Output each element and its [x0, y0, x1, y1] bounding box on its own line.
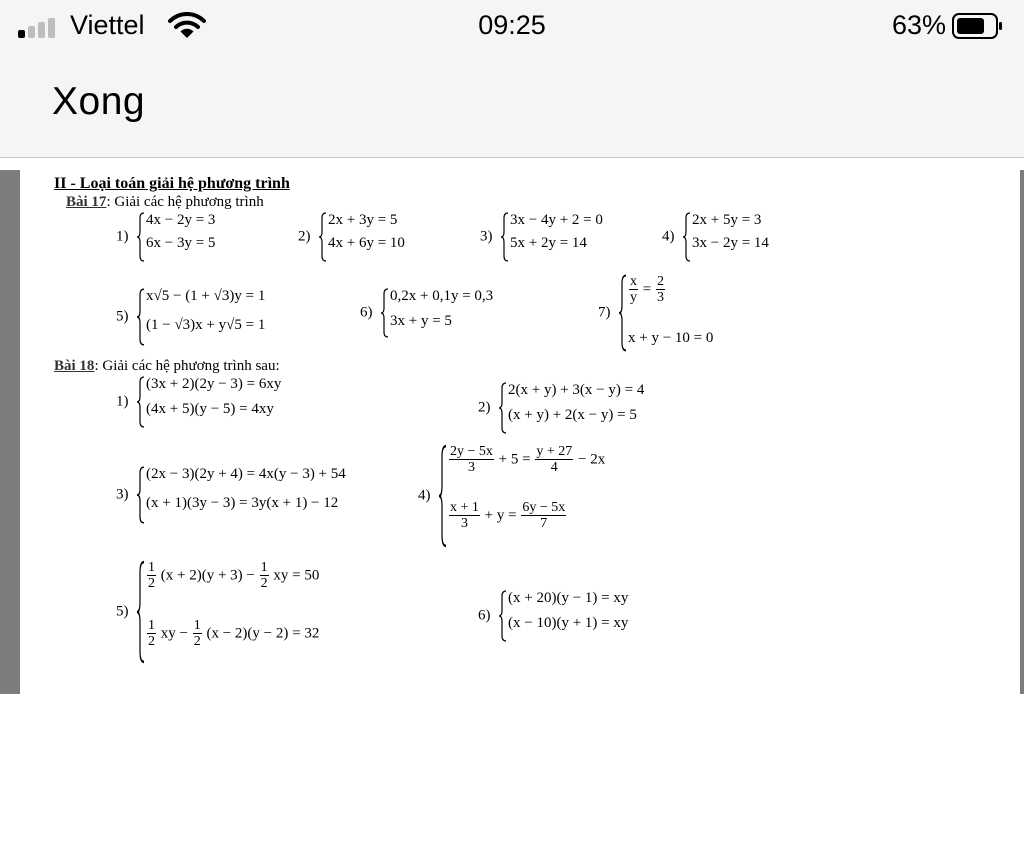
equals-sign: =	[642, 281, 652, 298]
worksheet-photo[interactable]	[20, 170, 1020, 694]
expression-text: − 2x	[577, 451, 606, 468]
brace-icon	[136, 560, 145, 664]
brace-icon	[380, 288, 389, 338]
fraction: $\frac{1}{2}$	[260, 560, 268, 592]
system-number: 7)	[598, 304, 611, 321]
exercise-17-label: Bài 17	[66, 194, 107, 210]
fraction: $\frac{2}{3}$	[656, 274, 664, 306]
photo-edge-left	[0, 170, 20, 694]
system-18-5	[116, 560, 436, 664]
system-18-2	[478, 382, 718, 434]
system-number: 3)	[480, 228, 493, 245]
fraction: $\frac{1}{2}$	[148, 618, 155, 650]
equation: 6x − 3y = 5	[146, 235, 216, 251]
equation: (x − 10)(y + 1) = xy	[508, 615, 629, 631]
system-18-4	[418, 444, 678, 548]
equation: (3x + 2)(2y − 3) = 6xy	[146, 376, 282, 392]
system-number: 2)	[298, 228, 311, 245]
system-number: 6)	[478, 607, 491, 624]
equation: 3x + y = 5	[390, 313, 452, 329]
system-17-2	[298, 212, 488, 262]
equation: x + y − 10 = 0	[628, 330, 714, 346]
fraction: $\frac{1}{2}$	[193, 618, 201, 650]
system-number: 6)	[360, 304, 373, 321]
system-18-1	[116, 376, 356, 428]
fraction: $\frac{x + 1}{3}$	[450, 500, 479, 532]
exercise-18-label: Bài 18	[54, 358, 95, 374]
done-button[interactable]: Xong	[52, 80, 146, 123]
equation: (1 − √3)x + y√5 = 1	[146, 317, 266, 333]
expression-text: xy −	[160, 625, 188, 642]
photo-edge-right	[1020, 170, 1024, 694]
system-18-6	[478, 590, 698, 642]
equation: (x + 1)(3y − 3) = 3y(x + 1) − 12	[146, 495, 339, 511]
system-number: 3)	[116, 486, 129, 503]
brace-icon	[438, 444, 447, 548]
fraction: $\frac{6y - 5x}{7}$	[522, 500, 566, 532]
system-number: 4)	[418, 487, 431, 504]
brace-icon	[498, 382, 507, 434]
equation: 4x − 2y = 3	[146, 212, 216, 228]
brace-icon	[618, 274, 627, 352]
expression-text: xy = 50	[273, 567, 320, 584]
brace-icon	[318, 212, 327, 262]
section-title: II - Loại toán giải hệ phương trình	[54, 175, 290, 192]
fraction: $\frac{x}{y}$	[630, 274, 637, 306]
system-17-5	[116, 288, 336, 346]
brace-icon	[682, 212, 691, 262]
exercise-17-heading	[66, 194, 264, 211]
brace-icon	[136, 288, 145, 346]
system-17-1	[116, 212, 306, 262]
expression-text: + y =	[484, 507, 517, 524]
system-18-3	[116, 466, 436, 524]
carrier-name: Viettel	[70, 10, 145, 40]
exercise-18-heading	[54, 358, 280, 375]
system-17-7	[598, 274, 768, 352]
system-number: 1)	[116, 393, 129, 410]
brace-icon	[136, 376, 145, 428]
system-number: 4)	[662, 228, 675, 245]
equation: 2x + 3y = 5	[328, 212, 398, 228]
system-17-4	[662, 212, 852, 262]
expression-text: + 5 =	[498, 451, 531, 468]
expression-text: (x + 2)(y + 3) −	[160, 567, 255, 584]
brace-icon	[500, 212, 509, 262]
equation: 0,2x + 0,1y = 0,3	[390, 288, 494, 304]
battery-icon	[952, 13, 1004, 39]
equation: (x + y) + 2(x − y) = 5	[508, 407, 637, 423]
status-bar	[0, 0, 1024, 58]
equation: 4x + 6y = 10	[328, 235, 405, 251]
fraction: $\frac{2y - 5x}{3}$	[450, 444, 493, 476]
system-17-3	[480, 212, 670, 262]
system-17-6	[360, 288, 560, 338]
equation: 3x − 4y + 2 = 0	[510, 212, 603, 228]
fraction: $\frac{y + 27}{4}$	[536, 444, 573, 476]
exercise-17-instruction: : Giải các hệ phương trình	[106, 194, 264, 210]
equation: x√5 − (1 + √3)y = 1	[146, 288, 266, 304]
equation: 2(x + y) + 3(x − y) = 4	[508, 382, 645, 398]
battery-percentage: 63%	[891, 10, 946, 40]
equation: (x + 20)(y − 1) = xy	[508, 590, 629, 606]
navigation-bar	[0, 58, 1024, 158]
equation: 5x + 2y = 14	[510, 235, 587, 251]
system-number: 1)	[116, 228, 129, 245]
equation: (4x + 5)(y − 5) = 4xy	[146, 401, 274, 417]
equation: 2x + 5y = 3	[692, 212, 762, 228]
equation: (2x − 3)(2y + 4) = 4x(y − 3) + 54	[146, 466, 346, 482]
system-number: 5)	[116, 603, 129, 620]
system-number: 2)	[478, 399, 491, 416]
brace-icon	[136, 212, 145, 262]
system-number: 5)	[116, 308, 129, 325]
brace-icon	[498, 590, 507, 642]
fraction: $\frac{1}{2}$	[148, 560, 155, 592]
brace-icon	[136, 466, 145, 524]
expression-text: (x − 2)(y − 2) = 32	[206, 625, 320, 642]
exercise-18-instruction: : Giải các hệ phương trình sau:	[94, 358, 280, 374]
status-time: 09:25	[478, 10, 546, 40]
equation: 3x − 2y = 14	[692, 235, 769, 251]
